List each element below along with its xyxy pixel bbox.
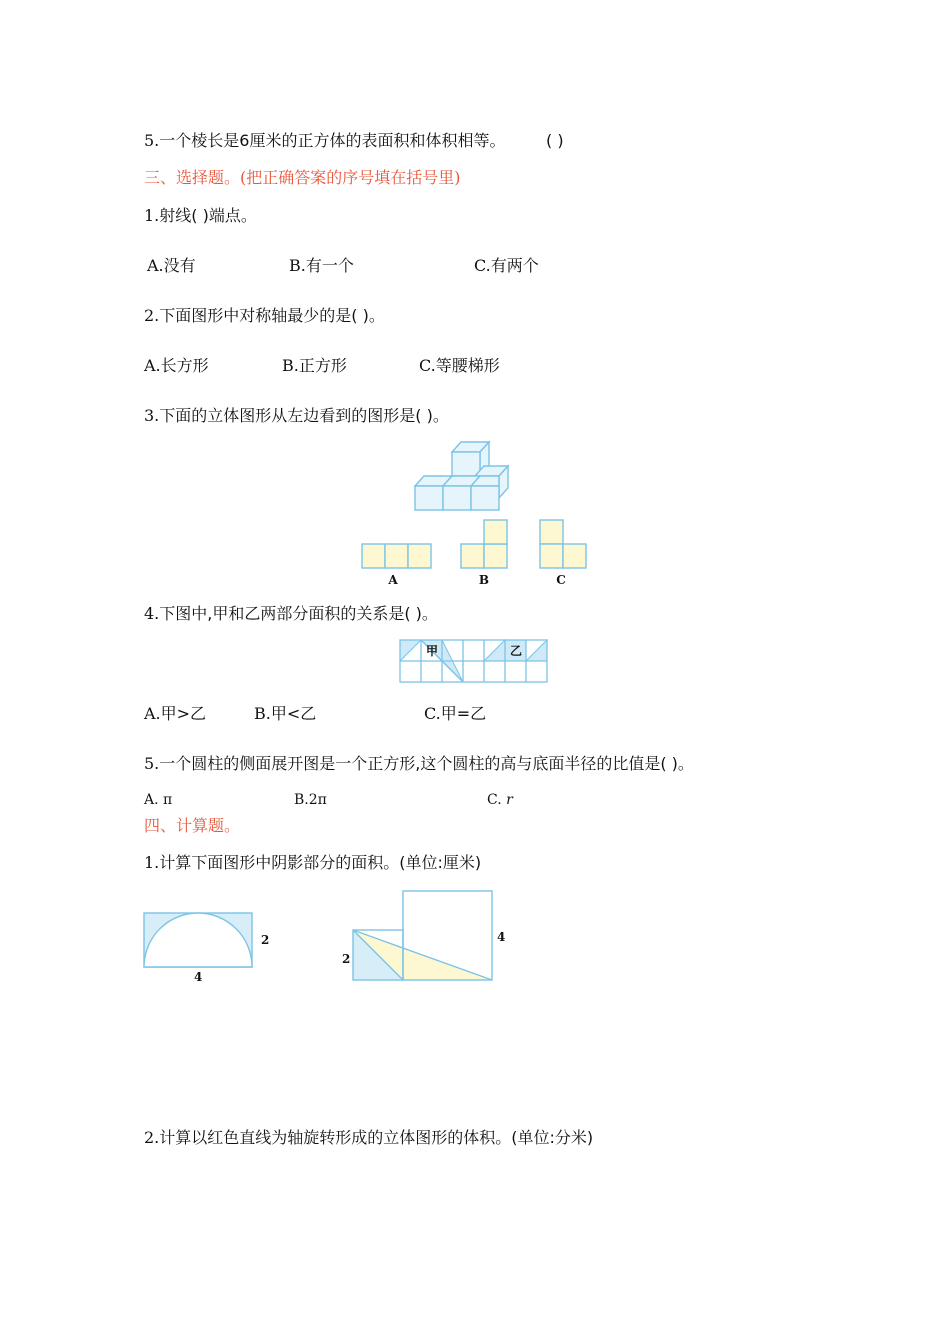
shaded-region-yi-left <box>484 640 505 661</box>
option-letter: A. <box>147 256 164 275</box>
view-options-figure <box>355 515 595 590</box>
dimension-height: 2 <box>261 933 270 947</box>
question-text: 下面的立体图形从左边看到的图形是( )。 <box>159 406 449 425</box>
option-letter: B. <box>282 356 299 375</box>
label-yi: 乙 <box>509 644 523 658</box>
option-letter: A. <box>144 356 161 375</box>
square-cell <box>484 544 507 568</box>
calc-q2 <box>144 1128 593 1148</box>
option-label-c: C <box>556 573 566 587</box>
question-text: 计算下面图形中阴影部分的面积。(单位:厘米) <box>159 853 482 872</box>
square-cell <box>362 544 385 568</box>
option-text: π <box>163 792 173 808</box>
option-a[interactable] <box>147 256 196 276</box>
option-letter: A. <box>144 792 159 808</box>
question-text: 一个棱长是6厘米的正方体的表面积和体积相等。 <box>159 131 506 150</box>
choice-q4 <box>144 604 438 624</box>
question-text: 下面图形中对称轴最少的是( )。 <box>159 306 385 325</box>
option-letter: A. <box>144 704 161 723</box>
option-text: 有一个 <box>305 256 354 275</box>
option-c[interactable] <box>474 256 539 276</box>
square-cell <box>540 520 563 544</box>
section-heading-calc: 四、计算题。 <box>144 816 241 835</box>
dimension-left: 2 <box>342 952 351 966</box>
question-number: 2. <box>144 306 160 325</box>
question-number: 5. <box>144 754 160 773</box>
calc-q1 <box>144 853 481 873</box>
section-heading-choice: 三、选择题。(把正确答案的序号填在括号里) <box>144 168 461 187</box>
square-cell <box>484 520 507 544</box>
option-text: 甲>乙 <box>160 704 207 723</box>
square-cell <box>540 544 563 568</box>
option-letter: C. <box>419 356 436 375</box>
option-label-a: A <box>388 573 398 587</box>
dimension-width: 4 <box>194 970 203 984</box>
question-number: 3. <box>144 406 160 425</box>
choice-q1 <box>144 206 257 226</box>
option-letter: B. <box>254 704 271 723</box>
option-text: r <box>506 792 513 808</box>
option-text: 正方形 <box>298 356 347 375</box>
option-text: 甲=乙 <box>440 704 487 723</box>
option-text: 没有 <box>163 256 196 275</box>
option-b[interactable] <box>289 256 354 276</box>
question-number: 2. <box>144 1128 160 1147</box>
question-number: 4. <box>144 604 160 623</box>
option-c[interactable] <box>424 704 486 724</box>
semicircle-figure <box>140 908 275 988</box>
choice-q2 <box>144 306 385 326</box>
question-text: 射线( )端点。 <box>159 206 257 225</box>
option-text: 有两个 <box>490 256 539 275</box>
cube-front-face <box>452 452 480 476</box>
square-cell <box>408 544 431 568</box>
option-a[interactable] <box>144 704 206 724</box>
cube-stack-figure <box>405 438 515 514</box>
question-text: 计算以红色直线为轴旋转形成的立体图形的体积。(单位:分米) <box>159 1128 594 1147</box>
option-letter: B. <box>289 256 306 275</box>
squares-triangle-figure <box>336 885 516 989</box>
option-text: 长方形 <box>160 356 209 375</box>
question-number: 5. <box>144 131 160 150</box>
option-text: 等腰梯形 <box>435 356 500 375</box>
dimension-right: 4 <box>497 930 506 944</box>
option-b[interactable] <box>294 790 327 810</box>
shaded-region-yi-right <box>526 640 547 661</box>
square-cell <box>461 544 484 568</box>
square-cell <box>563 544 586 568</box>
option-label-b: B <box>478 573 490 587</box>
question-number: 1. <box>144 853 160 872</box>
square-cell <box>385 544 408 568</box>
option-c[interactable] <box>419 356 500 376</box>
label-jia: 甲 <box>425 644 439 658</box>
option-letter: B. <box>294 792 309 808</box>
option-letter: C. <box>487 792 502 808</box>
option-text: 甲<乙 <box>270 704 317 723</box>
cube-front-face <box>415 486 443 510</box>
option-b[interactable] <box>282 356 347 376</box>
question-text: 一个圆柱的侧面展开图是一个正方形,这个圆柱的高与底面半径的比值是( )。 <box>159 754 694 773</box>
choice-q5 <box>144 754 694 774</box>
question-text: 下图中,甲和乙两部分面积的关系是( )。 <box>159 604 438 623</box>
option-letter: C. <box>424 704 441 723</box>
grid-figure <box>398 638 554 686</box>
cube-front-face <box>443 486 471 510</box>
answer-paren[interactable]: ( ) <box>546 131 564 150</box>
option-text: 2π <box>308 792 327 808</box>
option-a[interactable] <box>144 790 172 810</box>
option-c[interactable] <box>487 790 513 810</box>
cube-front-face <box>471 486 499 510</box>
choice-q3 <box>144 406 449 426</box>
option-letter: C. <box>474 256 491 275</box>
option-a[interactable] <box>144 356 209 376</box>
judge-q5 <box>144 131 505 151</box>
option-b[interactable] <box>254 704 316 724</box>
question-number: 1. <box>144 206 160 225</box>
